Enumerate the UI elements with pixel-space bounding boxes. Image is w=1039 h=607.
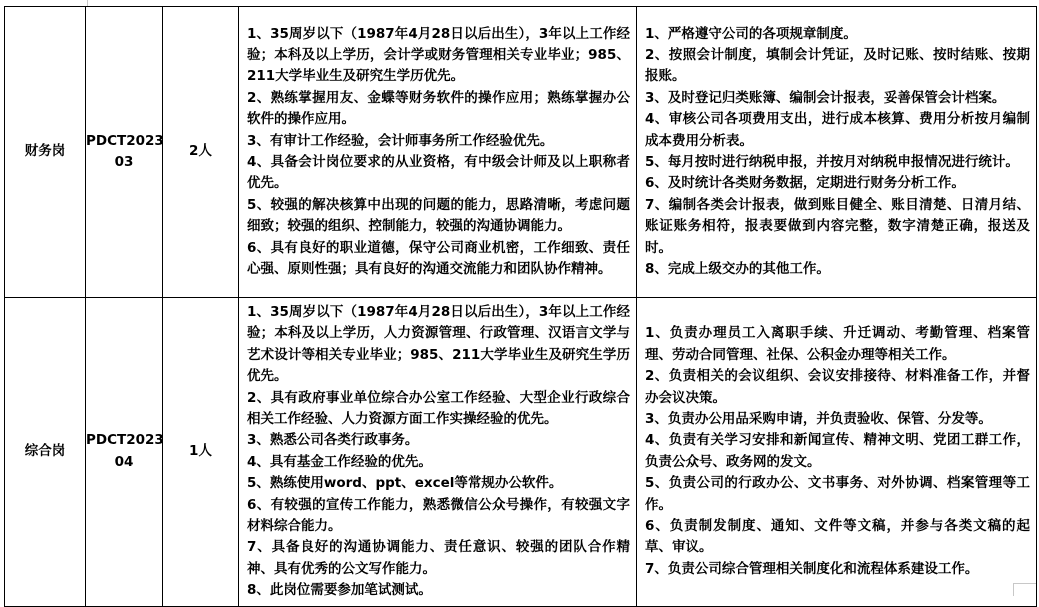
list-item: 2、熟练掌握用友、金蝶等财务软件的操作应用；熟练掌握办公软件的操作应用。 [247, 89, 630, 128]
list-item: 5、熟练使用word、ppt、excel等常规办公软件。 [247, 475, 563, 492]
table-row [5, 7, 1037, 298]
list-item: 1、严格遵守公司的各项规章制度。 [645, 25, 857, 42]
position-cell: 财务岗 [5, 7, 86, 298]
list-item: 8、此岗位需要参加笔试测试。 [247, 582, 432, 599]
position-code-part1: PDCT2023 [86, 132, 164, 149]
position-code-part1: PDCT2023 [86, 432, 164, 449]
list-item: 4、负责有关学习安排和新闻宣传、精神文明、党团工群工作，负责公众号、政务网的发文。 [645, 432, 1030, 470]
list-item: 1、35周岁以下（1987年4月28日以后出生），3年以上工作经验；本科及以上学历，人力资源管理、行政管理、汉语言文学与艺术设计等相关专业毕业；985、211大学毕业生及研究生学历优先。 [247, 304, 630, 385]
position-code-cell [86, 298, 163, 607]
list-item: 8、完成上级交办的其他工作。 [645, 261, 830, 278]
list-item: 7、编制各类会计报表，做到账目健全、账目清楚、日清月结、账证账务相符，报表要做到内容完整，数字清楚正确，报送及时。 [645, 196, 1030, 256]
responsibilities-cell [637, 298, 1037, 607]
list-item: 4、审核公司各项费用支出，进行成本核算、费用分析按月编制成本费用分析表。 [645, 111, 1030, 149]
list-item: 2、负责相关的会议组织、会议安排接待、材料准备工作，并督办会议决策。 [645, 368, 1030, 406]
list-item: 3、有审计工作经验，会计师事务所工作经验优先。 [247, 132, 554, 149]
responsibilities-cell [637, 7, 1037, 298]
requirements-cell [239, 298, 637, 607]
list-item: 1、负责办理员工入离职手续、升迁调动、考勤管理、档案管理、劳动合同管理、社保、公积金办理等相关工作。 [645, 325, 1030, 363]
job-positions-table [4, 6, 1037, 607]
headcount-cell: 1人 [163, 298, 239, 607]
list-item: 6、具有良好的职业道德，保守公司商业机密，工作细致、责任心强、原则性强；具有良好的沟通交流能力和团队协作精神。 [247, 239, 630, 278]
position-code-part2: 03 [114, 154, 134, 170]
list-item: 6、有较强的宣传工作能力，熟悉微信公众号操作，有较强文字材料综合能力。 [247, 496, 630, 535]
list-item: 4、具备会计岗位要求的从业资格，有中级会计师及以上职称者优先。 [247, 154, 630, 192]
headcount-cell: 2人 [163, 7, 239, 298]
list-item: 3、熟悉公司各类行政事务。 [247, 432, 419, 449]
list-item: 2、具有政府事业单位综合办公室工作经验、大型企业行政综合相关工作经验、人力资源方面工作实操经验的优先。 [247, 389, 630, 428]
list-item: 7、负责公司综合管理相关制度化和流程体系建设工作。 [645, 560, 979, 577]
table-row [5, 298, 1037, 607]
position-cell: 综合岗 [5, 298, 86, 607]
list-item: 4、具有基金工作经验的优先。 [247, 453, 432, 470]
list-item: 3、负责办公用品采购申请，并负责验收、保管、分发等。 [645, 411, 992, 428]
list-item: 6、负责制发制度、通知、文件等文稿，并参与各类文稿的起草、审议。 [645, 518, 1030, 556]
list-item: 5、每月按时进行纳税申报，并按月对纳税申报情况进行统计。 [645, 154, 1019, 170]
list-item: 2、按照会计制度，填制会计凭证，及时记账、按时结账、按期报账。 [645, 46, 1030, 85]
position-code-part2: 04 [114, 453, 134, 470]
list-item: 7、具备良好的沟通协调能力、责任意识、较强的团队合作精神、具有优秀的公文写作能力。 [247, 539, 630, 577]
list-item: 3、及时登记归类账簿、编制会计报表，妥善保管会计档案。 [645, 89, 1006, 106]
list-item: 1、35周岁以下（1987年4月28日以后出生），3年以上工作经验；本科及以上学历，会计学或财务管理相关专业毕业；985、211大学毕业生及研究生学历优先。 [247, 25, 630, 85]
list-item: 5、负责公司的行政办公、文书事务、对外协调、档案管理等工作。 [645, 475, 1030, 513]
list-item: 6、及时统计各类财务数据，定期进行财务分析工作。 [645, 175, 965, 192]
list-item: 5、较强的解决核算中出现的问题的能力，思路清晰，考虑问题细致；较强的组织、控制能力，较强的沟通协调能力。 [247, 196, 630, 235]
position-code-cell [86, 7, 163, 298]
requirements-cell [239, 7, 637, 298]
